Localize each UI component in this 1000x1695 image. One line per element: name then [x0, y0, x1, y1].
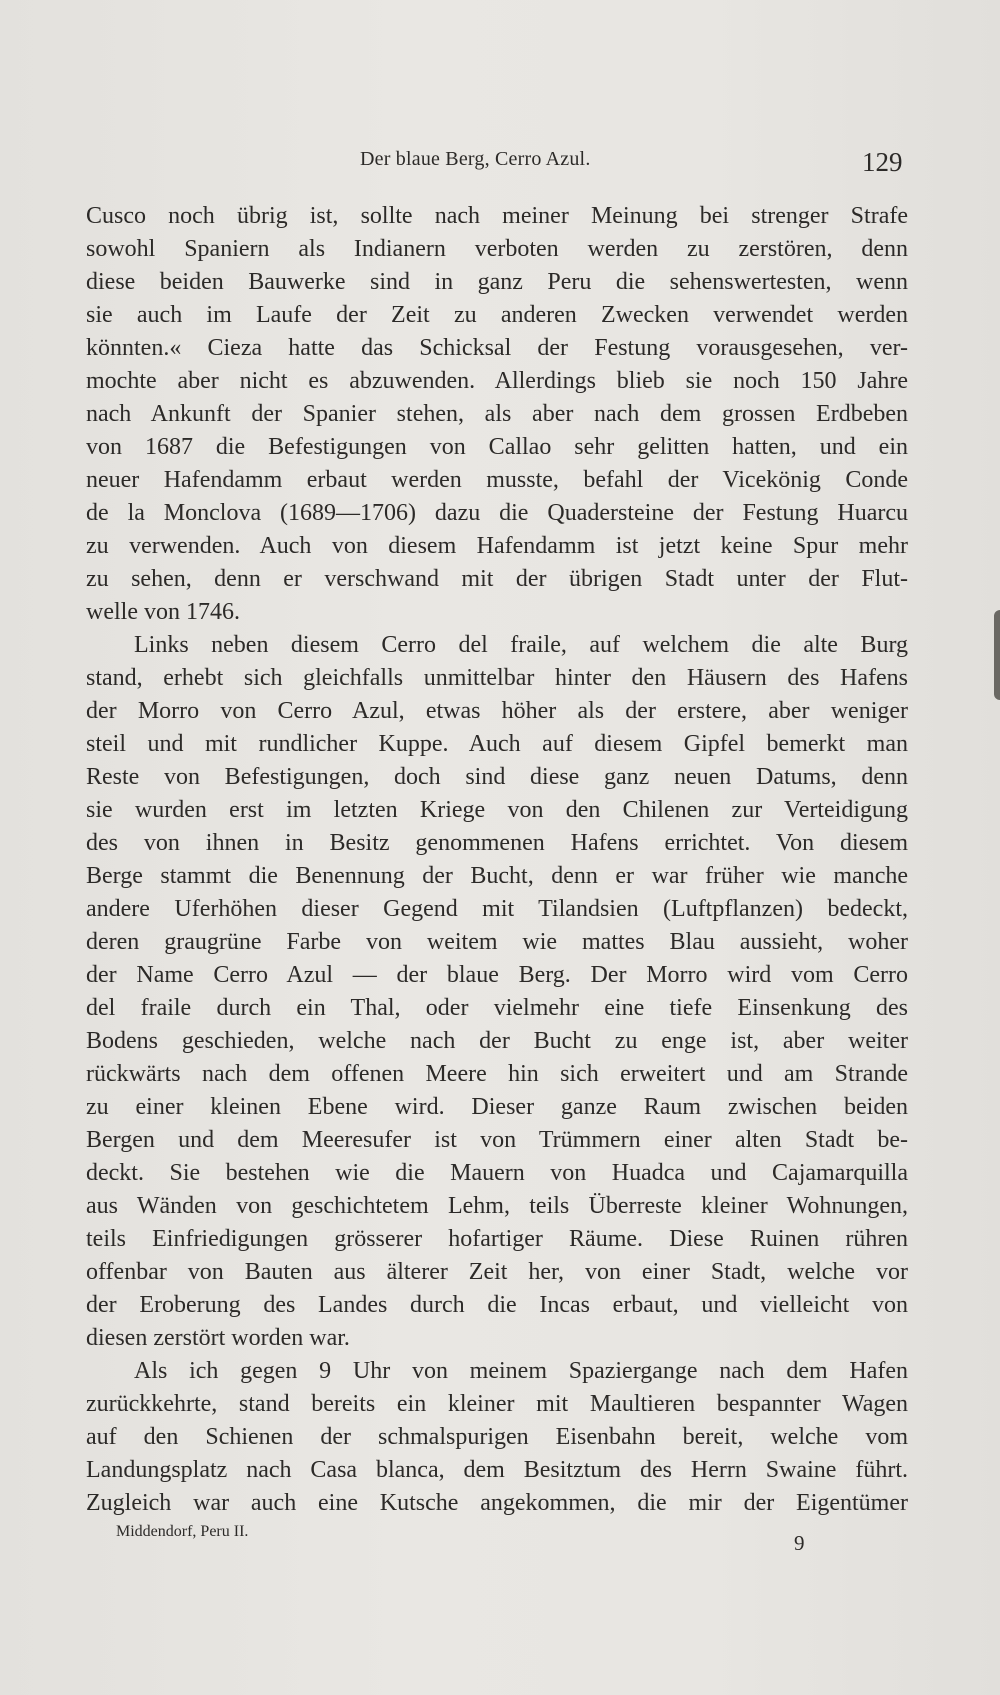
text-line: Bodens geschieden, welche nach der Bucht zu enge ist, aber weiter: [86, 1028, 908, 1054]
text-line: del fraile durch ein Thal, oder vielmehr eine tiefe Einsenkung des: [86, 995, 908, 1021]
text-line: sie wurden erst im letzten Kriege von den Chilenen zur Verteidigung: [86, 797, 908, 823]
text-line: der Name Cerro Azul — der blaue Berg. Der Morro wird vom Cerro: [86, 962, 908, 988]
paragraph-end-line: diesen zerstört worden war.: [86, 1325, 350, 1351]
text-line: der Eroberung des Landes durch die Incas erbaut, und vielleicht von: [86, 1292, 908, 1318]
text-line: rückwärts nach dem offenen Meere hin sich erweitert und am Strande: [86, 1061, 908, 1087]
text-line: sowohl Spaniern als Indianern verboten werden zu zerstören, denn: [86, 236, 908, 262]
text-line: diese beiden Bauwerke sind in ganz Peru die sehenswertesten, wenn: [86, 269, 908, 295]
text-line: Reste von Befestigungen, doch sind diese ganz neuen Datums, denn: [86, 764, 908, 790]
text-line: de la Monclova (1689—1706) dazu die Quadersteine der Festung Huarcu: [86, 500, 908, 526]
text-line: zurückkehrte, stand bereits ein kleiner mit Maultieren bespannter Wagen: [86, 1391, 908, 1417]
text-line: aus Wänden von geschichtetem Lehm, teils Überreste kleiner Wohnungen,: [86, 1193, 908, 1219]
text-line: zu verwenden. Auch von diesem Hafendamm ist jetzt keine Spur mehr: [86, 533, 908, 559]
text-line: des von ihnen in Besitz genommenen Hafens errichtet. Von diesem: [86, 830, 908, 856]
text-line: Cusco noch übrig ist, sollte nach meiner Meinung bei strenger Strafe: [86, 203, 908, 229]
text-line: zu sehen, denn er verschwand mit der übrigen Stadt unter der Flut-: [86, 566, 908, 592]
text-line: auf den Schienen der schmalspurigen Eisenbahn bereit, welche vom: [86, 1424, 908, 1450]
text-line: teils Einfriedigungen grösserer hofartiger Räume. Diese Ruinen rühren: [86, 1226, 908, 1252]
paragraph-first-line: Links neben diesem Cerro del fraile, auf welchem die alte Burg: [134, 632, 908, 658]
text-line: der Morro von Cerro Azul, etwas höher als der erstere, aber weniger: [86, 698, 908, 724]
running-title: Der blaue Berg, Cerro Azul.: [360, 148, 591, 170]
text-line: stand, erhebt sich gleichfalls unmittelbar hinter den Häusern des Hafens: [86, 665, 908, 691]
text-line: offenbar von Bauten aus älterer Zeit her, von einer Stadt, welche vor: [86, 1259, 908, 1285]
text-line: nach Ankunft der Spanier stehen, als aber nach dem grossen Erdbeben: [86, 401, 908, 427]
text-line: neuer Hafendamm erbaut werden musste, befahl der Vicekönig Conde: [86, 467, 908, 493]
text-line: Berge stammt die Benennung der Bucht, denn er war früher wie manche: [86, 863, 908, 889]
text-line: Zugleich war auch eine Kutsche angekommen, die mir der Eigentümer: [86, 1490, 908, 1516]
text-line: Bergen und dem Meeresufer ist von Trümmern einer alten Stadt be-: [86, 1127, 908, 1153]
text-line: zu einer kleinen Ebene wird. Dieser ganze Raum zwischen beiden: [86, 1094, 908, 1120]
text-line: Landungsplatz nach Casa blanca, dem Besitztum des Herrn Swaine führt.: [86, 1457, 908, 1483]
page-number: 129: [862, 147, 903, 177]
paragraph-end-line: welle von 1746.: [86, 599, 240, 625]
text-line: könnten.« Cieza hatte das Schicksal der Festung vorausgesehen, ver-: [86, 335, 908, 361]
text-line: von 1687 die Befestigungen von Callao sehr gelitten hatten, und ein: [86, 434, 908, 460]
signature-number: 9: [794, 1531, 805, 1555]
text-line: deckt. Sie bestehen wie die Mauern von Huadca und Cajamarquilla: [86, 1160, 908, 1186]
signature-text: Middendorf, Peru II.: [116, 1523, 249, 1540]
body-text: [86, 200, 908, 1520]
text-line: andere Uferhöhen dieser Gegend mit Tilandsien (Luftpflanzen) bedeckt,: [86, 896, 908, 922]
text-line: sie auch im Laufe der Zeit zu anderen Zwecken verwendet werden: [86, 302, 908, 328]
page-edge-mark: [994, 610, 1000, 700]
paragraph-first-line: Als ich gegen 9 Uhr von meinem Spaziergange nach dem Hafen: [134, 1358, 908, 1384]
text-line: deren graugrüne Farbe von weitem wie mattes Blau aussieht, woher: [86, 929, 908, 955]
text-line: steil und mit rundlicher Kuppe. Auch auf diesem Gipfel bemerkt man: [86, 731, 908, 757]
text-line: mochte aber nicht es abzuwenden. Allerdings blieb sie noch 150 Jahre: [86, 368, 908, 394]
